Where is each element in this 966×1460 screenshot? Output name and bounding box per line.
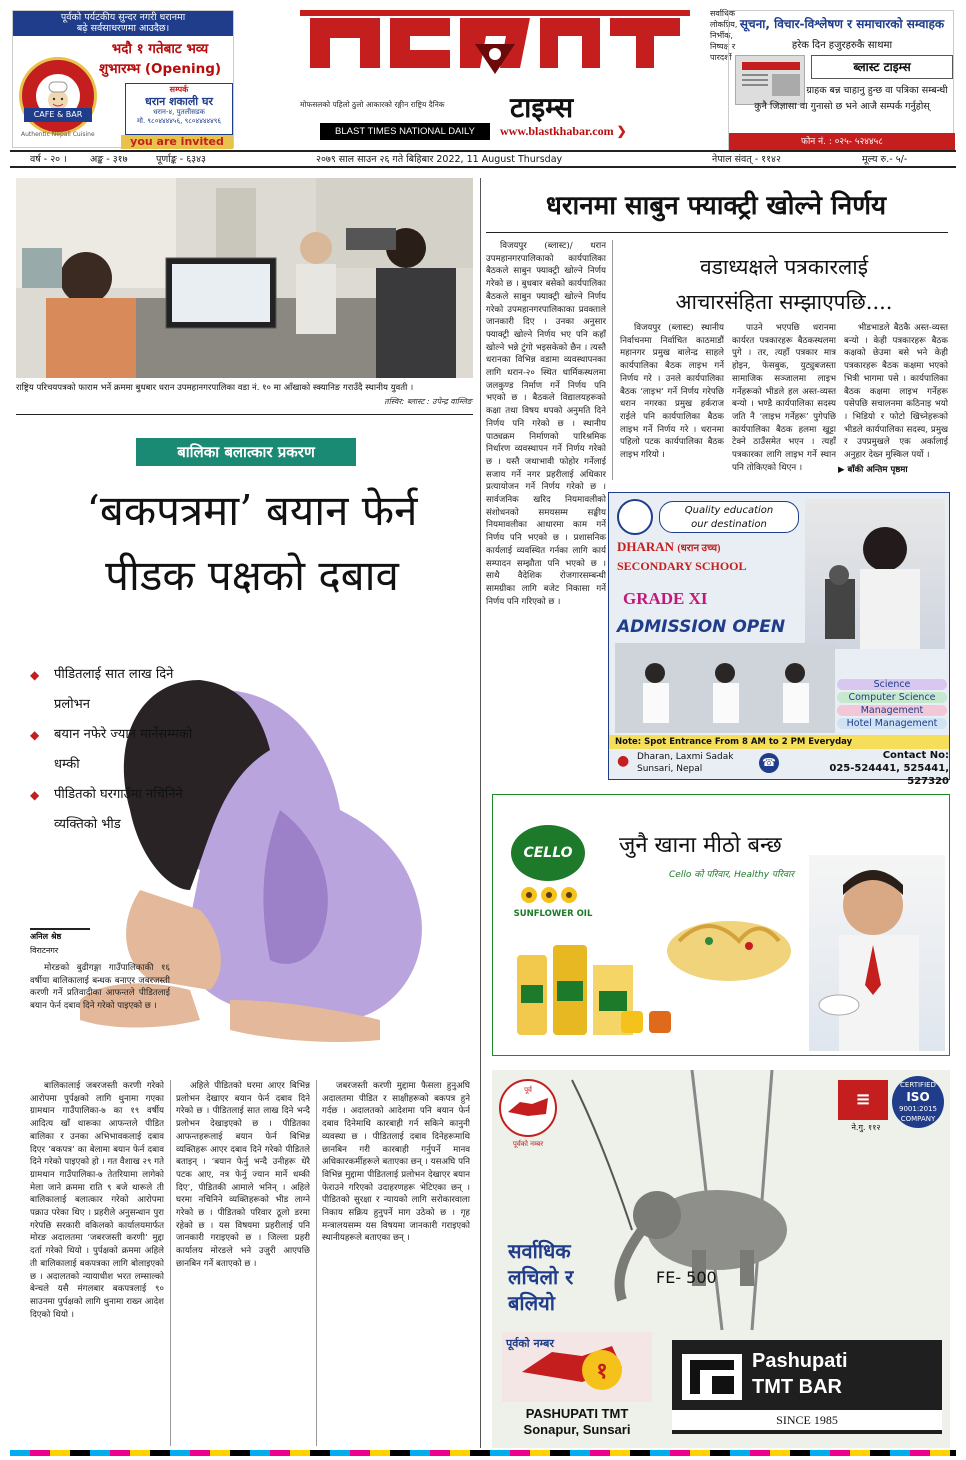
lead-photo-caption: राष्ट्रिय परिचयपत्रको फाराम भर्ने क्रममा बुधबार धरान उपमहानगरपालिका वडा नं. १० मा आँखाको स्क्यानिङ गराउँदै स्थानीय युवती । bbox=[16, 383, 414, 393]
iso-badge bbox=[892, 1076, 944, 1128]
stream-item: Computer Science bbox=[837, 692, 947, 703]
school-logo-icon bbox=[617, 499, 653, 535]
header-right-ad bbox=[728, 10, 954, 150]
right-subhead bbox=[620, 250, 948, 320]
lead-photo bbox=[16, 178, 473, 378]
school-name bbox=[617, 539, 797, 555]
school-name-np: (धरान उच्च) bbox=[677, 543, 721, 554]
story-strap: बालिका बलात्कार प्रकरण bbox=[136, 438, 356, 466]
sub-column-text: विजयपुर (ब्लास्ट) स्थानीय निर्वाचनमा निर्वाचित काठमाडौं महानगर प्रमुख बालेन्द्र साहले कार्यपालिका बैठक लाइभ गर्ने निर्णय गरे । उनले कार्यपालिका बैठक ‘लाइभ’ गर्ने निर्णय गरेपछि धरान नगरका प्रमुख हर्कराज राईले पनि कार्यपालिका बैठक लाइभ गर्ने निर्णय गरे । धरानमा पहिलो पटक कार्यपालिका बैठक लाइभ गरियो । bbox=[620, 323, 724, 461]
masthead-subtitle: टाइम्स bbox=[510, 91, 574, 124]
opening-line2: शुभारम्भ (Opening) bbox=[98, 61, 222, 77]
bullet-item: ◆ बयान नफेरे ज्यान मार्नेसम्मको धम्की bbox=[30, 720, 200, 780]
noodle-bowl-image bbox=[659, 891, 799, 991]
cello-headline: जुनै खाना मीठो बन्छ bbox=[619, 833, 782, 858]
school-tagline1: Quality education bbox=[684, 505, 774, 516]
website-url[interactable]: www.blastkhabar.com bbox=[500, 124, 614, 138]
byline-place: विराटनगर bbox=[30, 946, 59, 955]
subhead-line1: वडाध्यक्षले पत्रकारलाई bbox=[699, 255, 869, 279]
arrow-right-icon: ❯ bbox=[616, 124, 627, 138]
tmt-headline3: बलियो bbox=[508, 1291, 555, 1315]
dateline-year: वर्ष - २० । bbox=[30, 154, 67, 165]
tmt-badge-label: पूर्वको नम्बर bbox=[506, 1337, 554, 1350]
pashupati-since: SINCE 1985 bbox=[672, 1410, 942, 1430]
school-streams bbox=[837, 679, 947, 729]
pashupati-logo-icon bbox=[682, 1354, 742, 1400]
school-contact bbox=[785, 749, 949, 788]
tmt-headline bbox=[508, 1238, 648, 1316]
ns-code: ने.गु. ११२ bbox=[851, 1123, 881, 1132]
left-ad-tagline: Authentic Nepali Cuisine bbox=[21, 131, 95, 138]
lead-intro bbox=[30, 962, 170, 1074]
contact-address: धरान-४, पुतलीसडक bbox=[153, 108, 205, 116]
website-link[interactable] bbox=[500, 124, 627, 139]
right-ad-line2: हरेक दिन हजुरहरुकै साथमा bbox=[791, 40, 893, 51]
subhead-line2: आचारसंहिता सम्झाएपछि.... bbox=[675, 290, 893, 314]
svg-text:पूर्व: पूर्व bbox=[524, 1086, 532, 1094]
invite-banner: you are invited bbox=[121, 135, 233, 149]
left-ad-top-line2: बढ़े सर्वसाधरणमा आउदैछ। bbox=[76, 23, 170, 34]
pashupati-brand: Pashupati bbox=[752, 1350, 848, 1372]
iso-certified: CERTIFIED bbox=[900, 1081, 936, 1089]
cello-product: SUNFLOWER OIL bbox=[513, 909, 593, 919]
contact-label: सम्पर्क bbox=[169, 85, 189, 94]
stream-item: Management bbox=[837, 705, 947, 716]
byline-name: अनिल श्रेष्ठ bbox=[30, 932, 62, 941]
lead-headline-line2: पीडक पक्षको दबाव bbox=[105, 551, 399, 600]
logo-badge: CAFE & BAR bbox=[24, 108, 92, 122]
lead-column-text: अहिले पीडितको घरमा आएर बिभिन्न प्रलोभन देखाएर बयान फेर्न दबाव दिने गरेको छ । पीडितलाई सात लाख दिने भन्दै प्रलोभन देखाइएको छ । पीडितका आफन्तहरूलाई बयान फेर्न बिभिन्न व्यक्तिहरू आएर दबाव दिने गरेको पीडितले बताइन् । ‘बयान फेर्नु भन्दै उनीहरू धेरै पटक आए, नत्र फेर्नु ज्यान मार्ने धम्की दिए’, पीडितकी आमाले भनिन् । अहिले घरमा नचिनिने व्यक्तिहरूको भीड लाग्ने गरेको छ । पीडितको परिवार ठूलो डरमा रहेको छ । यस विषयमा प्रहरीलाई पनि जानकारी गराइएको छ । जिल्ला प्रहरी कार्यालय मोरङले भने उजुरी आएपछि छानबिन गर्ने बताएको छ । bbox=[176, 1081, 310, 1269]
lead-column-2 bbox=[176, 1080, 310, 1446]
left-ad-top bbox=[13, 11, 233, 36]
dateline-issue: अङ्क - ३१७ bbox=[90, 154, 128, 165]
school-name2: SECONDARY SCHOOL bbox=[617, 559, 747, 573]
school-ad bbox=[608, 492, 950, 787]
lead-headline bbox=[22, 478, 482, 608]
right-ad-text bbox=[729, 83, 955, 115]
registration-strip bbox=[10, 1450, 956, 1456]
lead-bullets bbox=[30, 660, 200, 840]
contact-name: धरान शकाली घर bbox=[145, 95, 213, 108]
pashupati-logo-panel bbox=[672, 1340, 942, 1434]
lead-photo-credit: तस्विर: ब्लास्ट : उपेन्द्र वाम्लिङ bbox=[384, 397, 472, 406]
lead-column-text: बालिकालाई जबरजस्ती करणी गरेको आरोपमा पुर्पक्षको लागि थुनामा गएका ग्रामथान गाउँपालिका-७ का १९ वर्षीय आदित्य खाँ थारूका आफन्तले पीडित बालिका र उनका अभिभावकलाई दबाव दिएर ‘बकपत्र’ का बेलामा बयान फेर्न दबाव दिने गरेको पाइएको हो । गत वैशाख २९ गते ग्रामथान गाउँपालिका-७ तेतरियामा लागेको मेला जाने क्रममा राति ९ बजे थारूले ती बालिकालाई बलात्कार गरेको आरोपमा पक्राउ परेका थिए । प्रहरीले अनुसन्धान पुरा गरेपछि सरकारी वकिलको कार्यालयमार्फत मोरङ अदालतमा ‘जबरजस्ती करणी’ मुद्दा दर्ता गरेको थियो । पुर्पक्षको क्रममा अहिले ती बालिकालाई बकपत्रका लागि बोलाइएको छ । अदालतको न्यायाधीश भरत लम्साल्को बेन्चले यसै मंगलबार बकपत्रलाई ९० साउनमा पुर्पक्षको लागि थुनामा राख्न आदेश दिएको थियो । bbox=[30, 1081, 164, 1320]
ns-mark-icon: ≡ bbox=[838, 1080, 888, 1120]
dateline-price: मूल्य रु.- ५/- bbox=[862, 154, 908, 165]
badge-icon bbox=[649, 1011, 671, 1033]
lead-column-1 bbox=[30, 1080, 164, 1446]
bullet-item: ◆ पीडितलाई सात लाख दिने प्रलोभन bbox=[30, 660, 200, 720]
school-tagline bbox=[659, 501, 799, 533]
contact-phone: मो. ९८०४४४४५६, ९८०४४४४४९६ bbox=[136, 117, 222, 125]
opening-line1: भदौ १ गतेबाट भव्य bbox=[111, 41, 209, 57]
right-ad-line4: ग्राहक बन्न चाहानु हुन्छ वा पत्रिका सम्बन्धी bbox=[806, 85, 948, 96]
lead-intro-text: मोरङको बुढीगङ्गा गाउँपालिकाकी १६ वर्षीया बालिकालाई बन्धक बनाएर जबरजस्ती करणी गर्ने प्रतिवादीका आफन्तले पीडितलाई बयान फेर्न दबाव दिने गरेको पाइएको छ । bbox=[30, 963, 170, 1012]
iso-label: ISO bbox=[906, 1090, 930, 1104]
school-note: Note: Spot Entrance From 8 AM to 2 PM Everyday bbox=[609, 735, 949, 749]
left-ad-contact bbox=[125, 83, 233, 135]
phone-icon: ☎ bbox=[759, 753, 779, 773]
sub-column-text: पाउने भएपछि धरानमा कार्यरत पत्रकारहरू बैठकस्थलमा पुगे । तर, त्यहाँ पत्रकार मात्र होइन, फेसबुक, युट्युबजस्ता सामाजिक सञ्जालमा लाइभ गर्नेहरूको भीडले हल अस्त-व्यस्त बन्यो । भण्डै कार्यपालिका सदस्य जति नै ‘लाइभ गर्नेहरू’ पुगेपछि कार्यपालिका बैठक हलमा खुट्टा टेक्ने ठाउँसमेत भएन । त्यहाँ पत्रकारका लागि लाइभ गर्ने स्थान पनि तोकिएको थिएन । bbox=[732, 323, 836, 472]
byline bbox=[30, 928, 110, 958]
dateline bbox=[10, 150, 956, 168]
sub-column-3 bbox=[844, 322, 948, 460]
right-story-text: विजयपुर (ब्लास्ट)/ धरान उपमहानगरपालिकाको कार्यपालिका बैठकले साबुन फ्याक्ट्री खोल्ने निर्णय गरेको छ । बुधबार बसेको कार्यपालिका बैठकले साबुन फ्याक्ट्री खोल्ने निर्णय गरेको उपमहानगरपालिकाका प्रवक्ताले जानकारी दिए । उनका अनुसार फ्याक्ट्री खोल्ने निर्णय भए पनि कहाँ खोल्ने भन्ने टुंगो भइसकेको छैन । त्यस्तै धरानका विभिन्न वडामा व्यवस्थापनका लागि धरान-२० स्थित धार्मिकस्थलमा जलकुण्ड निर्माण गर्ने निर्णय पनि भएको छ । बैठकले विद्यालयहरूको कक्षा तथा विषय थपको अनुमति दिने निर्णय पनि गरेको छ । स्थानीय पाठ्यक्रम निर्माणको पारिश्रमिक निर्धारण व्यवस्थापन गर्ने निर्णय गरेको छ । यस्तै जथाभावी फोहोर गर्नेलाई सजाय गर्ने नगर प्रहरीलाई अधिकार प्रत्यायोजन गर्ने निर्णय गरेको छ । सार्वजनिक खरिद नियमावलीको संशोधनको समयसम्म सङ्घीय नियमावलीका आधारमा काम गर्ने निर्णय पनि भएको छ । प्रशासनिक कार्यलाई व्यवस्थित गर्नका लागि कार्य सम्पादन सम्झौता पनि भएको छ । साथै वैदेशिक रोजगारसम्बन्धी सामग्रीका लागि बजेट निकासा गर्ने निर्णय पनि गरिएको छ । bbox=[486, 241, 606, 607]
boy-eating-image bbox=[809, 855, 945, 1051]
school-address1: Dharan, Laxmi Sadak bbox=[637, 752, 734, 762]
right-ad-title: सूचना, विचार-विश्लेषण र समाचारको सम्वाहक bbox=[739, 17, 945, 31]
svg-text:१: १ bbox=[596, 1359, 608, 1384]
sub-column-1 bbox=[620, 322, 724, 472]
lead-headline-line1: ‘बकपत्रमा’ बयान फेर्न bbox=[86, 486, 418, 535]
cello-logo: CELLO bbox=[511, 825, 585, 881]
school-photo-lab bbox=[615, 643, 835, 733]
lead-column-text: जबरजस्ती करणी मुद्दामा फैसला हुनुअघि अदालतमा पीडित र साक्षीहरूको बकपत्र हुने गर्दछ । अदालतको आदेशमा पनि बयान फेर्न दबाव दिनेमाथि कारबाही गर्न सकिने कानुनी व्यवस्था छ । पीडितलाई दबाव दिनेहरूमाथि छानबिन गरी कारबाही गर्नुपर्ने मानव अधिकारकर्मीहरूले बताएका छन् । यसअघि पनि विभिन्न मुद्दामा पीडितलाई प्रलोभन देखाएर बयान फेराउने गरिएको उदाहरणहरू भेटिएका छन् । पीडितको सुरक्षा र न्यायको लागि सरोकारवाला निकाय सक्रिय हुनुपर्ने माग उठेको छ । गृह मन्त्रालयसम्म यस विषयमा जानकारी गराइएको स्थानीयहरूले बताएका छन् । bbox=[322, 1081, 470, 1244]
dateline-date: २०७९ साल साउन २६ गते बिहिबार 2022, 11 August Thursday bbox=[316, 154, 563, 165]
sunflower-icon bbox=[511, 885, 585, 905]
restaurant-logo bbox=[19, 57, 97, 135]
right-ad-box: ब्लास्ट टाइम्स bbox=[811, 55, 953, 79]
left-ad-top-line: पूर्वको पर्यटकीय सुन्दर नगरी धरानमा bbox=[60, 12, 186, 23]
school-grade: GRADE XI bbox=[623, 589, 708, 608]
tmt-grade: FE- 500 bbox=[656, 1268, 717, 1287]
lead-column-3 bbox=[322, 1080, 470, 1446]
sub-column-text: भीडभाडले बैठकै अस्त-व्यस्त बन्यो । केही पत्रकारहरू बैठक कक्षको छेउमा बसे भने केही पत्रकारहरू बैठक कक्षमा भएको भित्री भागमा पसे । कार्यपालिका बैठक कक्षमा लाइभ गर्नेहरू पसेपछि सचालनमा कठिनाइ भयो । भिडियो र फोटो खिच्नेहरूको भीडले कार्यपालिका सदस्य, प्रमुख र उपप्रमुखले एक अर्कालाई अनुहार देख्न मुस्किल पर्यो । bbox=[844, 323, 948, 460]
masthead-logo bbox=[300, 4, 690, 76]
bullet-item: ◆ पीडितको घरगाउँमा नचिनिने व्यक्तिको भीड bbox=[30, 780, 200, 840]
school-photo-student bbox=[805, 499, 945, 649]
school-contact-label: Contact No: bbox=[882, 750, 949, 761]
header-left-ad bbox=[12, 10, 234, 148]
iso-company: COMPANY bbox=[900, 1115, 936, 1123]
nepal-map-badge bbox=[498, 1078, 558, 1138]
stream-item: Hotel Management bbox=[837, 718, 947, 729]
masthead-tagline: मोफसलको पहिलो ठुलो आकारको रङ्गीन राष्ट्रिय दैनिक bbox=[300, 100, 445, 109]
school-contact-numbers: 025-524441, 525441, 527320 bbox=[829, 763, 949, 787]
masthead-top-tag: सर्वाधिक लोकप्रिय, निर्भीक, निष्पक्ष र पारदर्शी bbox=[710, 9, 738, 62]
tmt-maker-name: PASHUPATI TMT bbox=[525, 1406, 629, 1421]
dateline-nepal-sambat: नेपाल संवत् - ११४२ bbox=[712, 154, 781, 165]
tmt-headline2: लचिलो र bbox=[508, 1265, 574, 1289]
school-name-en: DHARAN bbox=[617, 539, 675, 554]
location-pin-icon: ● bbox=[617, 753, 630, 769]
left-ad-opening bbox=[85, 39, 235, 79]
pashupati-tmt-bar: TMT BAR bbox=[752, 1376, 842, 1398]
right-ad-line5: कुनै जिज्ञासा वा गुनासो छ भने आजै सम्पर्क गर्नुहोस् bbox=[754, 101, 930, 112]
tmt-ad bbox=[492, 1070, 950, 1448]
sub-column-2 bbox=[732, 322, 836, 472]
continued-link[interactable]: ▶ बाँकी अन्तिम पृष्ठमा bbox=[838, 465, 908, 475]
tmt-tag: पूर्वको नम्बर bbox=[512, 1140, 544, 1148]
school-admission: ADMISSION OPEN bbox=[617, 617, 786, 637]
right-ad-phone: फोन नं. : ०२५- ५२४४५८ bbox=[729, 133, 955, 151]
school-tagline2: our destination bbox=[691, 519, 767, 530]
tmt-maker bbox=[502, 1406, 652, 1438]
masthead bbox=[300, 4, 738, 124]
school-address2: Sunsari, Nepal bbox=[637, 764, 703, 774]
iso-code: 9001:2015 bbox=[899, 1105, 937, 1113]
dateline-serial: पूर्णाङ्क - ६३४३ bbox=[156, 154, 206, 165]
national-daily-label: BLAST TIMES NATIONAL DAILY bbox=[320, 123, 490, 140]
right-story-column bbox=[486, 240, 606, 780]
cello-subline: Cello को परिवार, Healthy परिवार bbox=[669, 870, 795, 880]
tmt-maker-address: Sonapur, Sunsari bbox=[523, 1422, 631, 1437]
stream-item: Science bbox=[837, 679, 947, 690]
school-address bbox=[637, 751, 733, 775]
tmt-headline1: सर्वाधिक bbox=[508, 1239, 571, 1263]
right-headline: धरानमा साबुन फ्याक्ट्री खोल्ने निर्णय bbox=[545, 191, 887, 221]
cello-ad bbox=[492, 794, 950, 1056]
badge-icon bbox=[621, 1011, 643, 1033]
